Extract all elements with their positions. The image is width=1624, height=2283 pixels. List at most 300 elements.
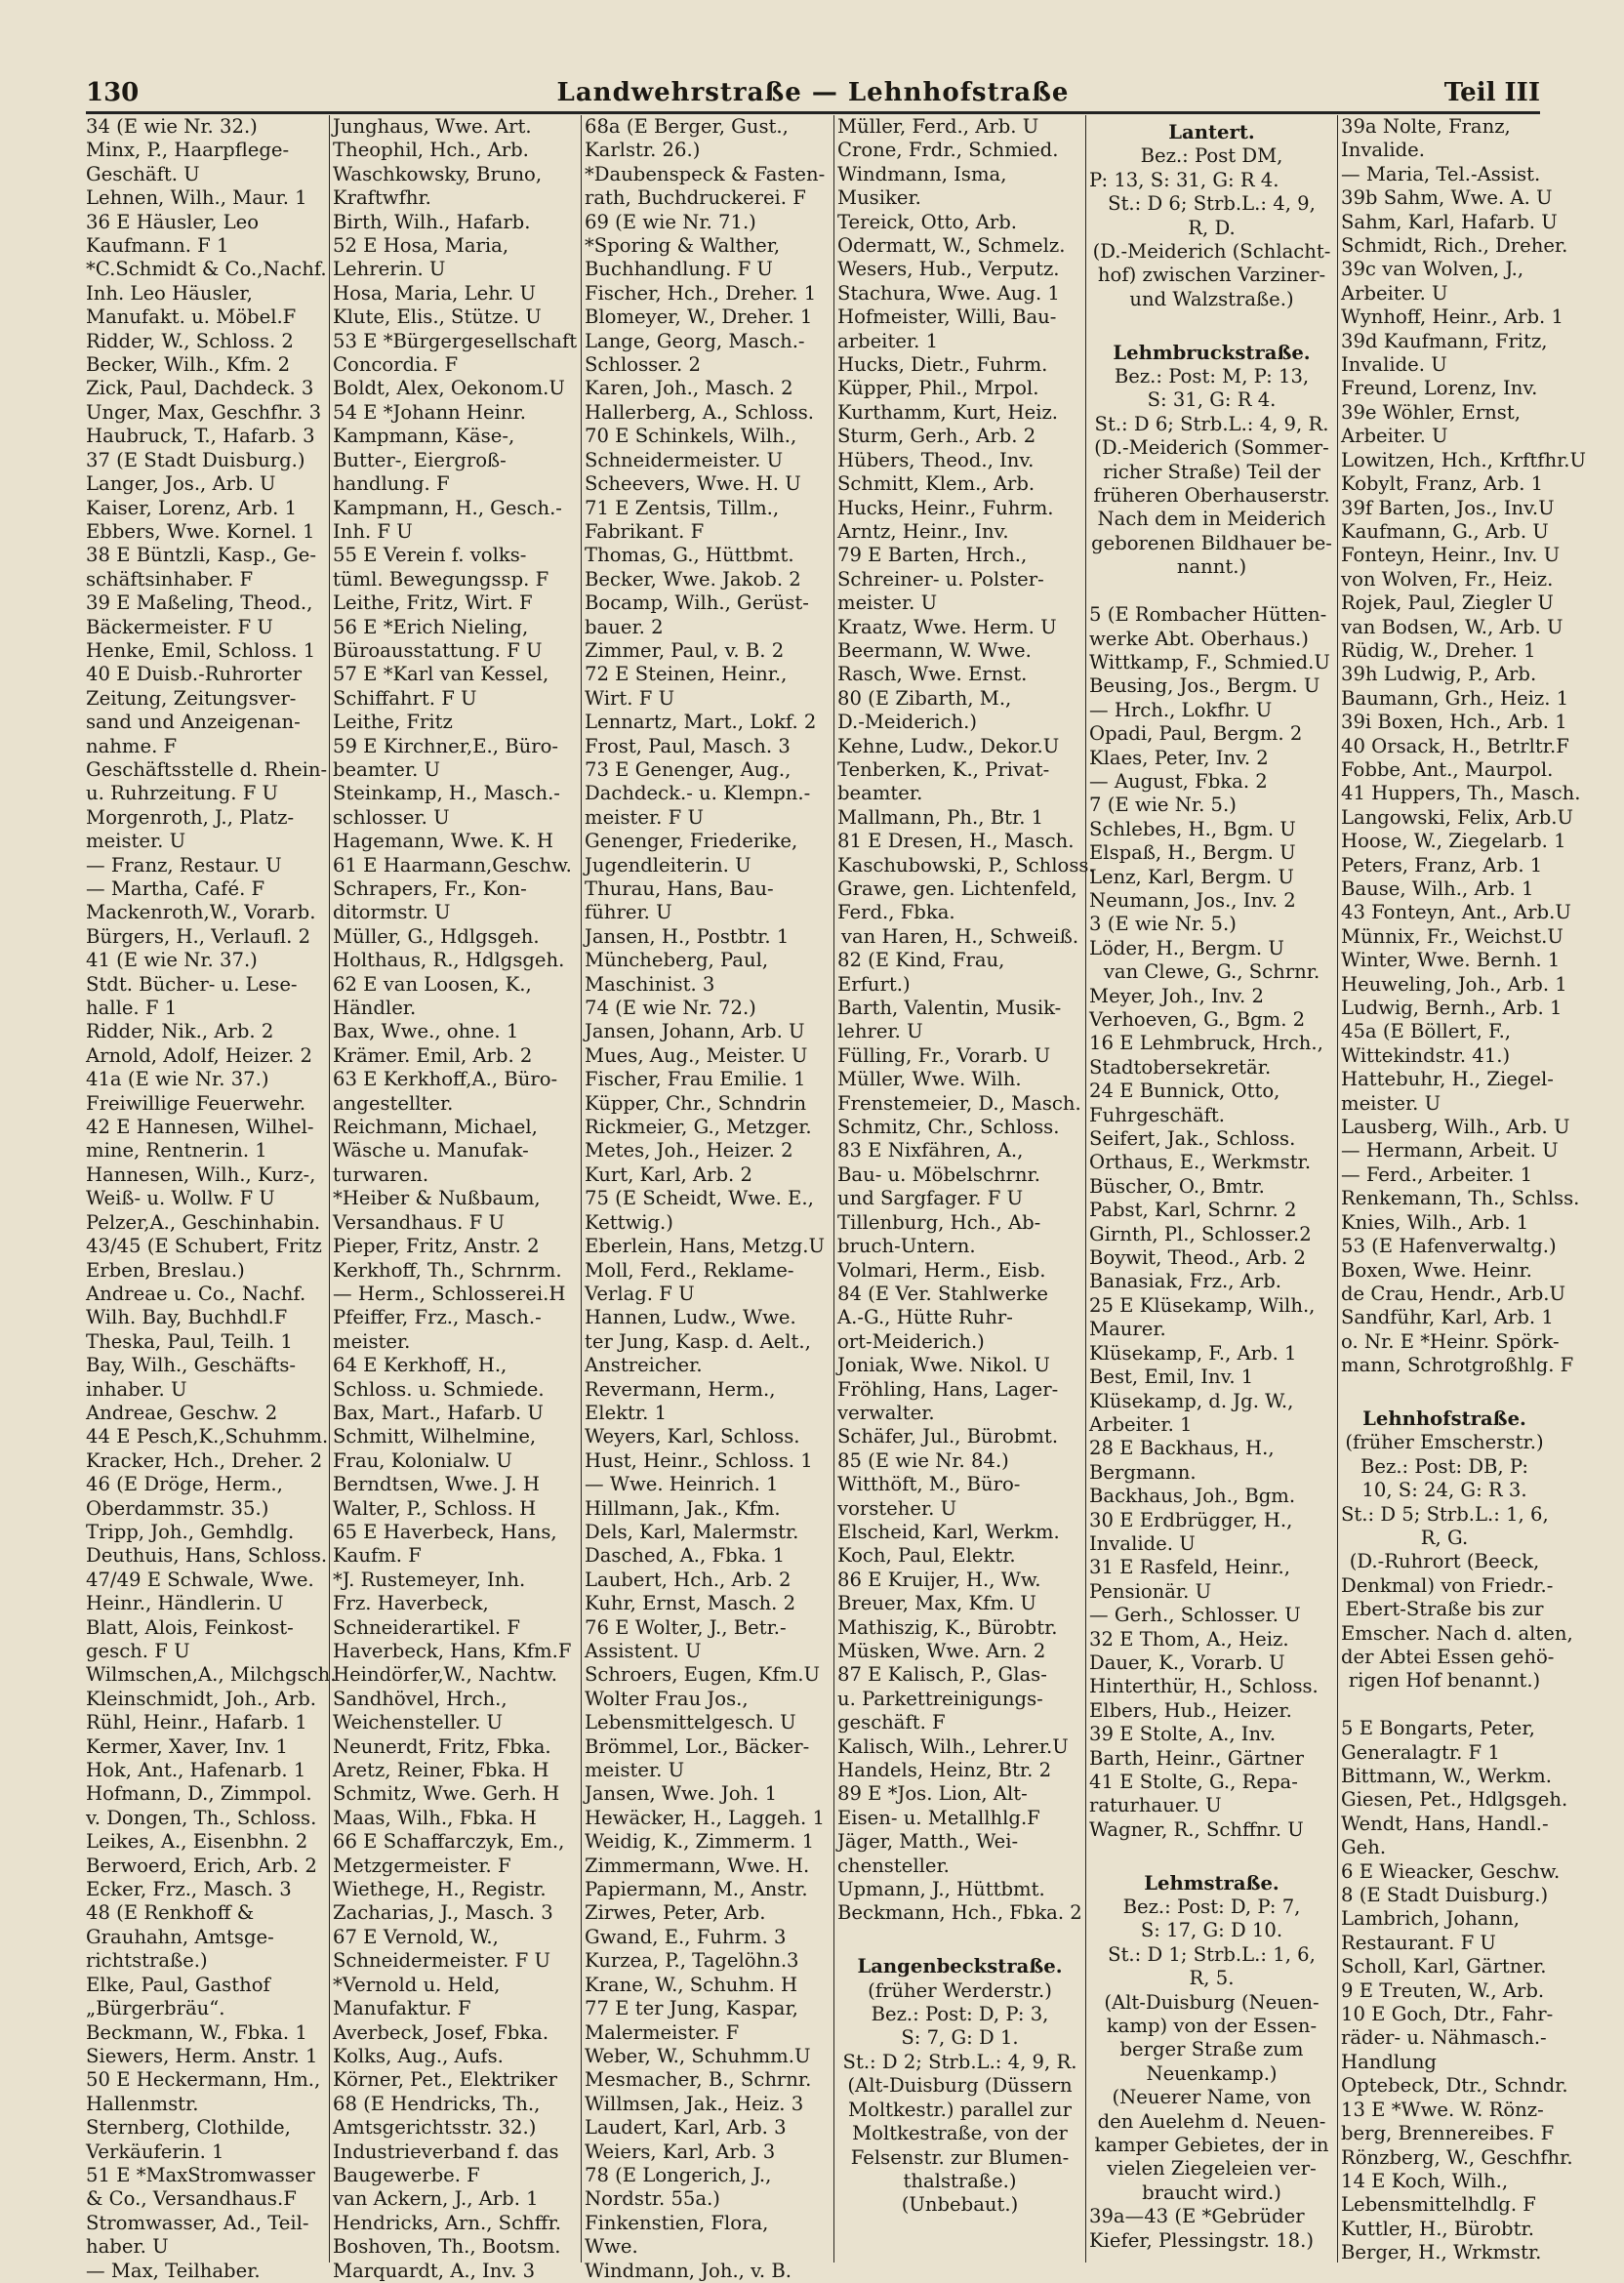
directory-entry: Frost, Paul, Masch. 3 [585,734,791,757]
directory-entry: 80 (E Zibarth, M., [837,686,1012,710]
street-description: Moltkestraße, von der [852,2122,1068,2145]
directory-entry: Schiffahrt. F U [333,686,477,710]
directory-entry: Thomas, G., Hüttbmt. [585,544,794,567]
directory-entry: Assistent. U [585,1640,702,1662]
directory-entry: Elke, Paul, Gasthof [86,1973,270,1996]
directory-entry: 39 E Maßeling, Theod., [86,591,313,615]
directory-entry: Müsken, Wwe. Arn. 2 [837,1640,1046,1662]
directory-entry: 76 E Wolter, J., Betr.- [585,1615,787,1639]
directory-entry: Kaufmann. F 1 [86,234,229,258]
directory-entry: 3 (E wie Nr. 5.) [1089,913,1237,936]
directory-entry: *Heiber & Nußbaum, [333,1187,541,1210]
directory-entry: Bergmann. [1089,1460,1197,1484]
directory-entry: v. Dongen, Th., Schloss. [86,1806,317,1829]
directory-entry: 43/45 (E Schubert, Fritz [86,1235,322,1258]
directory-entry: Klüsekamp, F., Arb. 1 [1089,1341,1297,1365]
directory-entry: tüml. Bewegungssp. F [333,567,549,591]
directory-entry: 71 E Zentsis, Tillm., [585,496,780,519]
directory-entry: 10 E Goch, Dtr., Fahr- [1341,2003,1554,2026]
directory-entry: Beermann, W. Wwe. [837,638,1032,662]
directory-entry: Schreiner- u. Polster- [837,567,1044,591]
directory-entry: — Hrch., Lokfhr. U [1089,698,1273,721]
directory-entry: Weber, W., Schuhmm.U [585,2044,811,2067]
directory-entry: Upmann, J., Hüttbmt. [837,1878,1045,1901]
directory-entry: 41 Huppers, Th., Masch. [1341,782,1581,805]
directory-entry: Rojek, Paul, Ziegler U [1341,591,1554,615]
street-description: kamper Gebietes, der in [1094,2134,1329,2157]
street-description: Bez.: Post DM, [1140,144,1283,168]
directory-entry: Berndtsen, Wwe. J. H [333,1473,540,1496]
directory-entry: Schlosser. 2 [585,353,701,377]
directory-entry: 7 (E wie Nr. 5.) [1089,794,1237,817]
directory-entry: Brömmel, Lor., Bäcker- [585,1734,810,1758]
directory-entry: Industrieverband f. das [333,2140,559,2163]
directory-entry: 46 (E Dröge, Herm., [86,1473,283,1496]
directory-entry: nahme. F [86,734,178,757]
directory-entry: Arntz, Heinr., Inv. [837,519,1009,543]
directory-entry: Mathiszig, K., Bürobtr. [837,1615,1058,1639]
street-heading: Langenbeckstraße. [857,1955,1063,1978]
directory-entry: Haverbeck, Hans, Kfm.F [333,1640,572,1662]
directory-entry: Marquardt, A., Inv. 3 [333,2259,536,2282]
directory-entry: — Max, Teilhaber. [86,2259,261,2282]
directory-entry: angestellter. [333,1091,454,1115]
directory-entry: Kaufmann, G., Arb. U [1341,519,1549,543]
directory-entry: *Sporing & Walther, [585,234,781,258]
directory-entry: meister. U [1341,1091,1441,1115]
directory-entry: Freund, Lorenz, Inv. [1341,377,1538,400]
directory-entry: 43 Fonteyn, Ant., Arb.U [1341,901,1571,924]
directory-entry: Leithe, Fritz [333,711,453,734]
directory-entry: Kuhr, Ernst, Masch. 2 [585,1592,796,1615]
directory-entry: Jansen, Johann, Arb. U [585,1020,805,1043]
directory-entry: Kurt, Karl, Arb. 2 [585,1162,752,1186]
column-3 [585,115,831,2282]
directory-entry: Kalisch, Wilh., Lehrer.U [837,1734,1069,1758]
street-heading: Lantert. [1168,121,1255,143]
directory-entry: 13 E *Wwe. W. Rönz- [1341,2098,1544,2121]
street-description: richer Straße) Teil der [1103,460,1320,483]
directory-entry: Genenger, Friederike, [585,830,798,853]
directory-entry: 39a—43 (E *Gebrüder [1089,2205,1305,2228]
directory-entry: Arbeiter. 1 [1089,1412,1193,1436]
directory-entry: Maas, Wilh., Fbka. H [333,1806,537,1829]
street-description: kamp) von der Essen- [1106,2015,1318,2038]
directory-entry: Hallerberg, A., Schloss. [585,400,815,424]
directory-entry: *C.Schmidt & Co.,Nachf. [86,258,327,281]
directory-entry: Schroers, Eugen, Kfm.U [585,1663,820,1687]
directory-entry: Kaschubowski, P., Schloss. [837,853,1095,877]
street-description: (früher Werderstr.) [868,1978,1052,2002]
directory-entry: Löder, H., Bergm. U [1089,936,1284,959]
directory-entry: Boywit, Theod., Arb. 2 [1089,1246,1306,1270]
directory-entry: D.-Meiderich.) [837,711,978,734]
directory-entry: Wolter Frau Jos., [585,1687,749,1710]
directory-entry: bruch-Untern. [837,1235,976,1258]
directory-entry: Klute, Elis., Stütze. U [333,306,542,329]
directory-entry: Hillmann, Jak., Kfm. [585,1496,781,1520]
directory-entry: Ridder, W., Schloss. 2 [86,329,294,352]
directory-entry: Wirt. F U [585,686,675,710]
directory-entry: 66 E Schaffarczyk, Em., [333,1830,565,1854]
directory-entry: Karlstr. 26.) [585,139,701,162]
directory-entry: Nordstr. 55a.) [585,2187,720,2211]
directory-entry: Mesmacher, B., Schrnr. [585,2068,812,2092]
directory-entry: Bäckermeister. F U [86,615,273,638]
directory-entry: Bause, Wilh., Arb. 1 [1341,877,1534,900]
directory-entry: Dels, Karl, Malermstr. [585,1520,799,1543]
directory-entry: Arbeiter. U [1341,425,1448,448]
directory-entry: Sturm, Gerh., Arb. 2 [837,425,1036,448]
directory-entry: Sandhövel, Hrch., [333,1687,508,1710]
directory-entry: Papiermann, M., Anstr. [585,1878,808,1901]
directory-entry: 36 E Häusler, Leo [86,210,260,233]
directory-entry: Musiker. [837,186,921,210]
directory-entry: 8 (E Stadt Duisburg.) [1341,1884,1549,1907]
directory-entry: — Hermann, Arbeit. U [1341,1139,1559,1162]
directory-entry: beamter. [837,782,923,805]
directory-entry: 68a (E Berger, Gust., [585,115,789,138]
directory-entry: Bocamp, Wilh., Gerüst- [585,591,809,615]
directory-entry: 5 E Bongarts, Peter, [1341,1717,1535,1740]
directory-entry: Zimmer, Paul, v. B. 2 [585,638,785,662]
directory-entry: 86 E Kruijer, H., Ww. [837,1568,1041,1591]
directory-entry: 32 E Thom, A., Heiz. [1089,1627,1289,1651]
directory-entry: 70 E Schinkels, Wilh., [585,425,797,448]
directory-entry: Weyers, Karl, Schloss. [585,1425,800,1448]
directory-entry: Aretz, Reiner, Fbka. H [333,1759,549,1782]
directory-entry: 77 E ter Jung, Kaspar, [585,1997,798,2020]
directory-entry: Händler. [333,997,417,1020]
directory-entry: Windmann, Joh., v. B. [585,2259,792,2282]
directory-entry: Siewers, Herm. Anstr. 1 [86,2044,318,2067]
directory-entry: Minx, P., Haarpflege- [86,139,290,162]
directory-entry: Schlebes, H., Bgm. U [1089,817,1296,840]
directory-entry: Berger, H., Wrkmstr. [1341,2241,1542,2264]
directory-entry: 50 E Heckermann, Hm., [86,2068,321,2092]
directory-entry: Schmitz, Chr., Schloss. [837,1116,1060,1139]
street-description: geborenen Bildhauer be- [1091,531,1332,554]
directory-entry: Schäfer, Jul., Bürobmt. [837,1425,1059,1448]
directory-entry: Volmari, Herm., Eisb. [837,1258,1046,1282]
directory-entry: 30 E Erdbrügger, H., [1089,1508,1293,1531]
directory-entry: Ridder, Nik., Arb. 2 [86,1020,274,1043]
directory-entry: *J. Rustemeyer, Inh. [333,1568,526,1591]
directory-entry: Fülling, Fr., Vorarb. U [837,1043,1051,1067]
street-description: S: 17, G: D 10. [1140,1919,1283,1942]
directory-entry: Stromwasser, Ad., Teil- [86,2211,309,2234]
directory-entry: Lambrich, Johann, [1341,1907,1520,1931]
directory-entry: Blomeyer, W., Dreher. 1 [585,306,813,329]
directory-entry: Kaiser, Lorenz, Arb. 1 [86,496,298,519]
directory-entry: Manufakt. u. Möbel.F [86,306,297,329]
directory-entry: Barth, Valentin, Musik- [837,997,1062,1020]
directory-entry: Schneidermeister. F U [333,1949,550,1973]
directory-entry: Schmitz, Wwe. Gerh. H [333,1782,560,1806]
directory-entry: Zirwes, Peter, Arb. [585,1901,766,1925]
directory-entry: Rasch, Wwe. Ernst. [837,663,1028,686]
street-heading: Lehnhofstraße. [1362,1406,1526,1430]
directory-entry: chensteller. [837,1854,950,1877]
street-description: van Haren, H., Schweiß. [840,924,1079,948]
directory-entry: Frz. Haverbeck, [333,1592,489,1615]
directory-entry: Verkäuferin. 1 [86,2140,224,2163]
directory-entry: meister. U [86,830,186,853]
directory-entry: Witthöft, M., Büro- [837,1473,1021,1496]
directory-entry: Buchhandlung. F U [585,258,773,281]
directory-entry: Elscheid, Karl, Werkm. [837,1520,1060,1543]
directory-entry: Inh. Leo Häusler, [86,281,253,305]
street-description: (D.-Meiderich (Sommer- [1094,436,1329,460]
directory-entry: Hofmann, D., Zimmpol. [86,1782,312,1806]
directory-entry: Hewäcker, H., Laggeh. 1 [585,1806,825,1829]
directory-entry: Pabst, Karl, Schrnr. 2 [1089,1199,1297,1222]
directory-entry: Zimmermann, Wwe. H. [585,1854,810,1877]
street-description: und Walzstraße.) [1129,287,1294,310]
street-description: den Auelehm d. Neuen- [1097,2109,1326,2133]
directory-entry: Grauhahn, Amtsge- [86,1925,274,1948]
street-description: St.: D 6; Strb.L.: 4, 9, [1108,192,1316,216]
directory-entry: arbeiter. 1 [837,329,939,352]
directory-entry: Metzgermeister. F [333,1854,511,1877]
directory-entry: Zick, Paul, Dachdeck. 3 [86,377,314,400]
directory-entry: Kermer, Xaver, Inv. 1 [86,1734,288,1758]
directory-entry: Best, Emil, Inv. 1 [1089,1366,1254,1389]
directory-entry: Beusing, Jos., Bergm. U [1089,674,1320,698]
directory-entry: Boshoven, Th., Bootsm. [333,2235,561,2259]
street-description: Emscher. Nach d. alten, [1341,1621,1573,1645]
directory-entry: 39d Kaufmann, Fritz, [1341,329,1548,352]
directory-entry: Metes, Joh., Heizer. 2 [585,1139,793,1162]
directory-entry: Blatt, Alois, Feinkost- [86,1615,294,1639]
directory-entry: Heuweling, Joh., Arb. 1 [1341,972,1567,996]
directory-entry: Ferd., Fbka. [837,901,955,924]
directory-entry: handlung. F [333,472,450,496]
directory-entry: Seifert, Jak., Schloss. [1089,1127,1296,1151]
column-5 [1089,115,1334,2263]
directory-entry: Willmsen, Jak., Heiz. 3 [585,2092,804,2115]
directory-entry: Becker, Wwe. Jakob. 2 [585,567,801,591]
directory-entry: Müller, Wwe. Wilh. [837,1068,1022,1091]
directory-entry: Maschinist. 3 [585,972,715,996]
directory-entry: Lenz, Karl, Bergm. U [1089,865,1294,888]
directory-entry: Neunerdt, Fritz, Fbka. [333,1734,551,1758]
street-description: hof) zwischen Varziner- [1097,264,1326,287]
directory-entry: Bau- u. Möbelschrnr. [837,1162,1040,1186]
directory-entry: 61 E Haarmann,Geschw. [333,853,572,877]
street-description: van Bodsen, W., Arb. U [1341,615,1563,638]
directory-entry: Lehrerin. U [333,258,446,281]
directory-entry: inhaber. U [86,1377,187,1401]
directory-entry: Frenstemeier, D., Masch. [837,1091,1081,1115]
directory-entry: Arnold, Adolf, Heizer. 2 [86,1043,312,1067]
directory-entry: — Gerh., Schlosser. U [1089,1604,1301,1627]
directory-entry: Rickmeier, G., Metzger. [585,1116,812,1139]
directory-entry: Verlag. F U [585,1282,695,1305]
directory-entry: 39e Wöhler, Ernst, [1341,400,1521,424]
directory-entry: Küpper, Chr., Schndrin [585,1091,807,1115]
street-description: rigen Hof benannt.) [1348,1669,1541,1692]
street-description: thalstraße.) [903,2169,1017,2192]
directory-entry: Krämer. Emil, Arb. 2 [333,1043,533,1067]
directory-entry: Fröhling, Hans, Lager- [837,1377,1059,1401]
directory-entry: Stdt. Bücher- u. Lese- [86,972,298,996]
directory-entry: Klaes, Peter, Inv. 2 [1089,746,1269,769]
directory-entry: Renkemann, Th., Schlss. [1341,1187,1580,1210]
directory-entry: 59 E Kirchner,E., Büro- [333,734,559,757]
directory-entry: Wagner, R., Schffnr. U [1089,1817,1304,1841]
directory-entry: Kehne, Ludw., Dekor.U [837,734,1060,757]
street-description: o. Nr. E *Heinr. Spörk- [1341,1329,1560,1353]
directory-entry: Gwand, E., Fuhrm. 3 [585,1925,787,1948]
directory-entry: Lowitzen, Hch., Krftfhr.U [1341,448,1587,471]
directory-entry: — Ferd., Arbeiter. 1 [1341,1162,1533,1186]
directory-entry: Leithe, Fritz, Wirt. F [333,591,533,615]
directory-entry: Concordia. F [333,353,459,377]
spacer [837,1926,1082,1949]
directory-entry: 82 (E Kind, Frau, [837,949,1005,972]
directory-entry: Wäsche u. Manufak- [333,1139,529,1162]
directory-entry: gesch. F U [86,1640,190,1662]
directory-entry: Versandhaus. F U [333,1210,505,1234]
directory-entry: Malermeister. F [585,2020,740,2044]
directory-entry: 25 E Klüsekamp, Wilh., [1089,1293,1316,1317]
directory-entry: Sahm, Karl, Hafarb. U [1341,210,1558,233]
directory-entry: Büroausstattung. F U [333,638,543,662]
directory-entry: Knies, Wilh., Arb. 1 [1341,1210,1529,1234]
directory-entry: Schrapers, Fr., Kon- [333,877,527,900]
street-description: St.: D 6; Strb.L.: 4, 9, R. [1094,412,1329,435]
directory-entry: Theophil, Hch., Arb. [333,139,529,162]
directory-entry: 41a (E wie Nr. 37.) [86,1068,269,1091]
street-description: R, G. [1420,1526,1469,1549]
directory-entry: ditormstr. U [333,901,451,924]
street-description: Bez.: Post: DB, P: [1360,1454,1528,1478]
street-heading: Lehmbruckstraße. [1113,341,1311,364]
directory-entry: meister. U [585,1759,685,1782]
directory-entry: Reichmann, Michael, [333,1116,538,1139]
directory-entry: Müncheberg, Paul, [585,949,769,972]
directory-entry: Bittmann, W., Werkm. [1341,1765,1552,1787]
directory-entry: Fischer, Frau Emilie. 1 [585,1068,806,1091]
directory-entry: Hendricks, Arn., Schffr. [333,2211,562,2234]
directory-entry: Elektr. 1 [585,1401,668,1424]
directory-entry: 39b Sahm, Wwe. A. U [1341,186,1553,210]
directory-entry: *Vernold u. Held, [333,1973,501,1996]
street-description: braucht wird.) [1142,2181,1281,2204]
directory-entry: Boldt, Alex, Oekonom.U [333,377,565,400]
directory-entry: Hucks, Heinr., Fuhrm. [837,496,1054,519]
directory-entry: Bürgers, H., Verlaufl. 2 [86,924,311,948]
directory-entry: Eberlein, Hans, Metzg.U [585,1235,826,1258]
directory-entry: Berwoerd, Erich, Arb. 2 [86,1854,317,1877]
directory-entry: Sternberg, Clothilde, [86,2116,291,2140]
directory-entry: Grawe, gen. Lichtenfeld, [837,877,1077,900]
directory-entry: Fonteyn, Heinr., Inv. U [1341,544,1561,567]
directory-entry: Pelzer,A., Geschinhabin. [86,1210,321,1234]
directory-entry: Morgenroth, J., Platz- [86,805,295,829]
directory-entry: Rühl, Heinr., Hafarb. 1 [86,1711,307,1734]
directory-entry: mine, Rentnerin. 1 [86,1139,267,1162]
directory-entry: Körner, Pet., Elektriker [333,2068,557,2092]
directory-entry: Hoose, W., Ziegelarb. 1 [1341,830,1566,853]
directory-entry: 62 E van Loosen, K., [333,972,532,996]
directory-entry: turwaren. [333,1162,429,1186]
directory-entry: Inh. F U [333,519,413,543]
directory-entry: — Herm., Schlosserei.H [333,1282,566,1305]
directory-entry: 39f Barten, Jos., Inv.U [1341,496,1555,519]
directory-entry: u. Ruhrzeitung. F U [86,782,279,805]
directory-entry: Andreae, Geschw. 2 [86,1401,278,1424]
directory-entry: Hucks, Dietr., Fuhrm. [837,353,1048,377]
directory-entry: Opadi, Paul, Bergm. 2 [1089,722,1303,746]
directory-entry: Walter, P., Schloss. H [333,1496,537,1520]
directory-entry: Wittkamp, F., Schmied.U [1089,650,1330,673]
street-description: von Wolven, Fr., Heiz. [1341,567,1554,591]
directory-entry: Anstreicher. [585,1354,703,1377]
street-description: de Crau, Hendr., Arb.U [1341,1282,1566,1305]
directory-entry: Kettwig.) [585,1210,673,1234]
directory-entry: geschäft. F [837,1711,946,1734]
street-description: berger Straße zum [1119,2038,1304,2061]
directory-entry: Lennartz, Mart., Lokf. 2 [585,711,817,734]
directory-entry: und Sargfager. F U [837,1187,1024,1210]
directory-entry: Lange, Georg, Masch.- [585,329,805,352]
street-description: (Alt-Duisburg (Düssern [847,2074,1073,2098]
directory-entry: Tenberken, K., Privat- [837,757,1050,781]
directory-entry: 68 (E Hendricks, Th., [333,2092,541,2115]
directory-entry: 16 E Lehmbruck, Hrch., [1089,1032,1323,1055]
directory-entry: vorsteher. U [837,1496,957,1520]
directory-entry: Backhaus, Joh., Bgm. [1089,1485,1296,1508]
directory-entry: 38 E Büntzli, Kasp., Ge- [86,544,316,567]
directory-entry: schäftsinhaber. F [86,567,254,591]
directory-entry: 85 (E wie Nr. 84.) [837,1448,1009,1472]
directory-entry: Kurthamm, Kurt, Heiz. [837,400,1059,424]
directory-entry: Kiefer, Plessingstr. 18.) [1089,2228,1315,2252]
directory-entry: Kracker, Hch., Dreher. 2 [86,1448,323,1472]
directory-entry: Invalide. U [1089,1531,1196,1555]
directory-entry: Wilh. Bay, Buchhdl.F [86,1306,288,1329]
directory-entry: Banasiak, Frz., Arb. [1089,1270,1281,1293]
directory-entry: — Martha, Café. F [86,877,265,900]
directory-entry: verwalter. [837,1401,935,1424]
directory-entry: Meyer, Joh., Inv. 2 [1089,984,1264,1007]
directory-entry: Heinr., Händlerin. U [86,1592,284,1615]
spacer [1089,1842,1334,1865]
street-description: (Unbebaut.) [901,2193,1019,2217]
directory-entry: Geh. [1341,1836,1387,1859]
directory-entry: Wiethege, H., Registr. [333,1878,547,1901]
directory-entry: Hannen, Ludw., Wwe. [585,1306,796,1329]
directory-entry: Müller, Ferd., Arb. U [837,115,1039,138]
directory-entry: Kleinschmidt, Joh., Arb. [86,1687,316,1710]
directory-entry: 84 (E Ver. Stahlwerke [837,1282,1049,1305]
directory-entry: bauer. 2 [585,615,664,638]
directory-entry: Finkenstien, Flora, [585,2211,769,2234]
directory-entry: 69 (E wie Nr. 71.) [585,210,756,233]
directory-entry: Weichensteller. U [333,1711,504,1734]
directory-entry: 28 E Backhaus, H., [1089,1437,1275,1460]
column-1 [86,115,337,2282]
directory-entry: berg, Brennereibes. F [1341,2122,1555,2145]
directory-entry: Manufaktur. F [333,1997,471,2020]
directory-entry: 73 E Genenger, Aug., [585,757,792,781]
directory-entry: Schmitt, Wilhelmine, [333,1425,537,1448]
directory-entry: Rönzberg, W., Geschfhr. [1341,2145,1573,2169]
directory-entry: Hosa, Maria, Lehr. U [333,281,537,305]
directory-entry: Pfeiffer, Frz., Masch.- [333,1306,542,1329]
